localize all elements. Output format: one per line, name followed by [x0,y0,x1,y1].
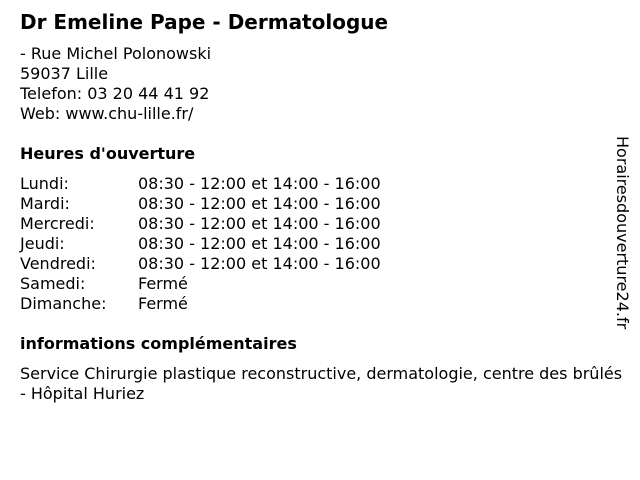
hours-row-friday [20,254,381,274]
additional-info-heading: informations complémentaires [20,334,297,353]
hours-row-saturday [20,274,381,294]
hours-day: Jeudi: [20,234,65,253]
address-block [20,44,211,124]
address-phone: Telefon: 03 20 44 41 92 [20,84,210,103]
hours-day: Mardi: [20,194,70,213]
hours-day: Mercredi: [20,214,95,233]
opening-hours-heading: Heures d'ouverture [20,144,196,163]
hours-time: 08:30 - 12:00 et 14:00 - 16:00 [138,194,381,213]
hours-time: 08:30 - 12:00 et 14:00 - 16:00 [138,254,381,273]
hours-day: Vendredi: [20,254,96,273]
additional-info-text: Service Chirurgie plastique reconstructive, dermatologie, centre des brûlés - Hôpital Huriez [20,364,623,403]
hours-row-monday [20,174,381,194]
hours-day: Dimanche: [20,294,107,313]
hours-day: Samedi: [20,274,86,293]
site-watermark: Horairesdouverture24.fr [613,136,632,330]
hours-time: Fermé [138,274,188,293]
address-street: - Rue Michel Polonowski [20,44,212,63]
hours-time: 08:30 - 12:00 et 14:00 - 16:00 [138,174,381,193]
hours-row-wednesday [20,214,381,234]
hours-row-sunday [20,294,381,314]
hours-row-tuesday [20,194,381,214]
address-city: 59037 Lille [20,64,109,83]
hours-time: 08:30 - 12:00 et 14:00 - 16:00 [138,234,381,253]
hours-row-thursday [20,234,381,254]
address-web: Web: www.chu-lille.fr/ [20,104,194,123]
hours-time: 08:30 - 12:00 et 14:00 - 16:00 [138,214,381,233]
hours-day: Lundi: [20,174,69,193]
hours-time: Fermé [138,294,188,313]
opening-hours-table [20,174,381,314]
page-title: Dr Emeline Pape - Dermatologue [20,10,389,34]
